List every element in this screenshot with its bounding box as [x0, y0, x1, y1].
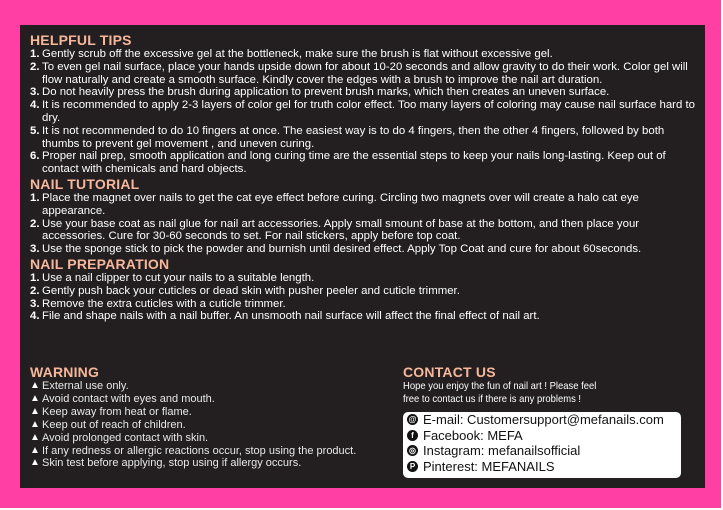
warning-text: Avoid contact with eyes and mouth. — [42, 392, 215, 405]
warning-item — [30, 393, 400, 406]
contact-message — [403, 380, 700, 406]
email-row — [403, 412, 681, 428]
list-item — [30, 272, 702, 285]
warning-triangle-icon: ▲ — [30, 392, 40, 404]
warning-item — [30, 406, 400, 419]
item-number: 1. — [30, 48, 40, 60]
nail-tutorial-section — [30, 177, 702, 256]
item-number: 2. — [30, 217, 40, 230]
item-number: 2. — [30, 60, 40, 73]
list-item — [30, 218, 702, 244]
instagram-row — [403, 443, 681, 459]
item-text: Do not heavily press the brush during application to prevent brush marks, which then creates an uneven surface. — [42, 86, 610, 99]
item-text: Place the magnet over nails to get the cat eye effect before curing. Circling two magnets over will create a halo cat eye appearance. — [42, 191, 639, 217]
list-item — [30, 243, 702, 256]
contact-message-line: free to contact us if there is any problems ! — [403, 393, 582, 405]
facebook-row — [403, 428, 681, 444]
list-item — [30, 125, 702, 151]
list-item — [30, 192, 702, 218]
item-text: Use your base coat as nail glue for nail art accessories. Apply small smount of base at the bottom, and then place your accessories. Cure for 30-60 seconds to set. For nail stickers, apply before top coat. — [42, 217, 640, 243]
warning-triangle-icon: ▲ — [30, 457, 40, 469]
warning-title: WARNING — [30, 364, 100, 380]
warning-text: If any redness or allergic reactions occur, stop using the product. — [42, 444, 357, 457]
warning-item — [30, 419, 400, 432]
contact-info-box — [403, 412, 681, 478]
warning-item — [30, 432, 400, 445]
facebook-text: Facebook: MEFA — [423, 427, 523, 443]
item-text: Use the sponge stick to pick the powder and burnish until desired effect. Apply Top Coat and cure for about 60seconds. — [42, 243, 642, 256]
item-number: 6. — [30, 150, 40, 163]
item-text: Remove the extra cuticles with a cuticle trimmer. — [42, 297, 286, 310]
instagram-text: Instagram: mefanailsofficial — [423, 443, 581, 458]
warning-text: External use only. — [42, 380, 129, 392]
warning-triangle-icon: ▲ — [30, 380, 40, 391]
nail-tutorial-title: NAIL TUTORIAL — [30, 175, 140, 192]
facebook-icon: f — [407, 430, 418, 441]
list-item — [30, 150, 702, 176]
item-text: To even gel nail surface, place your hands upside down for about 10-20 seconds and allow gravity to do their work. Color gel will flow naturally and create a smooth surface. Kindly cover the edges with a brush to improve the nail art duration. — [42, 60, 688, 86]
bottom-section — [30, 365, 702, 485]
item-text: Gently push back your cuticles or dead skin with pusher peeler and cuticle trimmer. — [42, 284, 460, 297]
list-item — [30, 285, 702, 298]
item-number: 3. — [30, 243, 40, 256]
item-number: 1. — [30, 271, 40, 284]
pinterest-text: Pinterest: MEFANAILS — [423, 458, 555, 474]
item-number: 4. — [30, 99, 40, 112]
item-number: 2. — [30, 284, 40, 297]
pinterest-icon: P — [407, 461, 418, 472]
contact-section — [403, 364, 703, 474]
instruction-content — [30, 33, 702, 323]
item-number: 1. — [30, 191, 40, 204]
warning-triangle-icon: ▲ — [30, 431, 40, 443]
warning-item — [30, 445, 400, 458]
pinterest-row — [403, 459, 681, 475]
item-text: It is not recommended to do 10 fingers at once. The easiest way is to do 4 fingers, then the other 4 fingers, followed by both thumbs to prevent gel movement , and uneven curing. — [42, 124, 665, 150]
list-item — [30, 99, 702, 125]
warning-text: Avoid prolonged contact with skin. — [42, 431, 209, 444]
instagram-icon: ◎ — [407, 445, 418, 456]
contact-message-line: Hope you enjoy the fun of nail art ! Please feel — [403, 380, 597, 392]
nail-preparation-section — [30, 257, 702, 323]
list-item — [30, 48, 702, 61]
nail-preparation-title: NAIL PREPARATION — [30, 255, 170, 272]
warning-triangle-icon: ▲ — [30, 418, 40, 430]
at-sign-icon: @ — [408, 415, 417, 425]
warning-triangle-icon: ▲ — [30, 405, 40, 417]
item-text: Use a nail clipper to cut your nails to a suitable length. — [42, 271, 315, 284]
item-text: Gently scrub off the excessive gel at the bottleneck, make sure the brush is flat without excessive gel. — [42, 48, 553, 60]
helpful-tips-section — [30, 33, 702, 176]
contact-title: CONTACT US — [403, 364, 496, 380]
warning-text: Skin test before applying, stop using if allergy occurs. — [42, 457, 302, 470]
item-number: 4. — [30, 310, 40, 323]
list-item — [30, 298, 702, 311]
email-text: E-mail: Customersupport@mefanails.com — [423, 412, 664, 427]
warning-text: Keep away from heat or flame. — [42, 405, 192, 418]
warning-triangle-icon: ▲ — [30, 444, 40, 456]
item-number: 3. — [30, 86, 40, 99]
warning-text: Keep out of reach of children. — [42, 418, 186, 431]
list-item — [30, 86, 702, 99]
item-text: It is recommended to apply 2-3 layers of color gel for truth color effect. Too many layers of coloring may cause nail surface hard to dry. — [42, 99, 695, 124]
list-item — [30, 310, 702, 323]
warning-section — [30, 365, 400, 470]
warning-item — [30, 457, 400, 470]
warning-item — [30, 380, 400, 393]
item-number: 5. — [30, 124, 40, 137]
item-number: 3. — [30, 297, 40, 310]
helpful-tips-title: HELPFUL TIPS — [30, 32, 132, 48]
list-item — [30, 61, 702, 87]
item-text: File and shape nails with a nail buffer. An unsmooth nail surface will affect the final effect of nail art. — [42, 310, 540, 323]
item-text: Proper nail prep, smooth application and long curing time are the essential steps to keep your nails long-lasting. Keep out of contact with chemicals and hard objects. — [42, 150, 666, 176]
